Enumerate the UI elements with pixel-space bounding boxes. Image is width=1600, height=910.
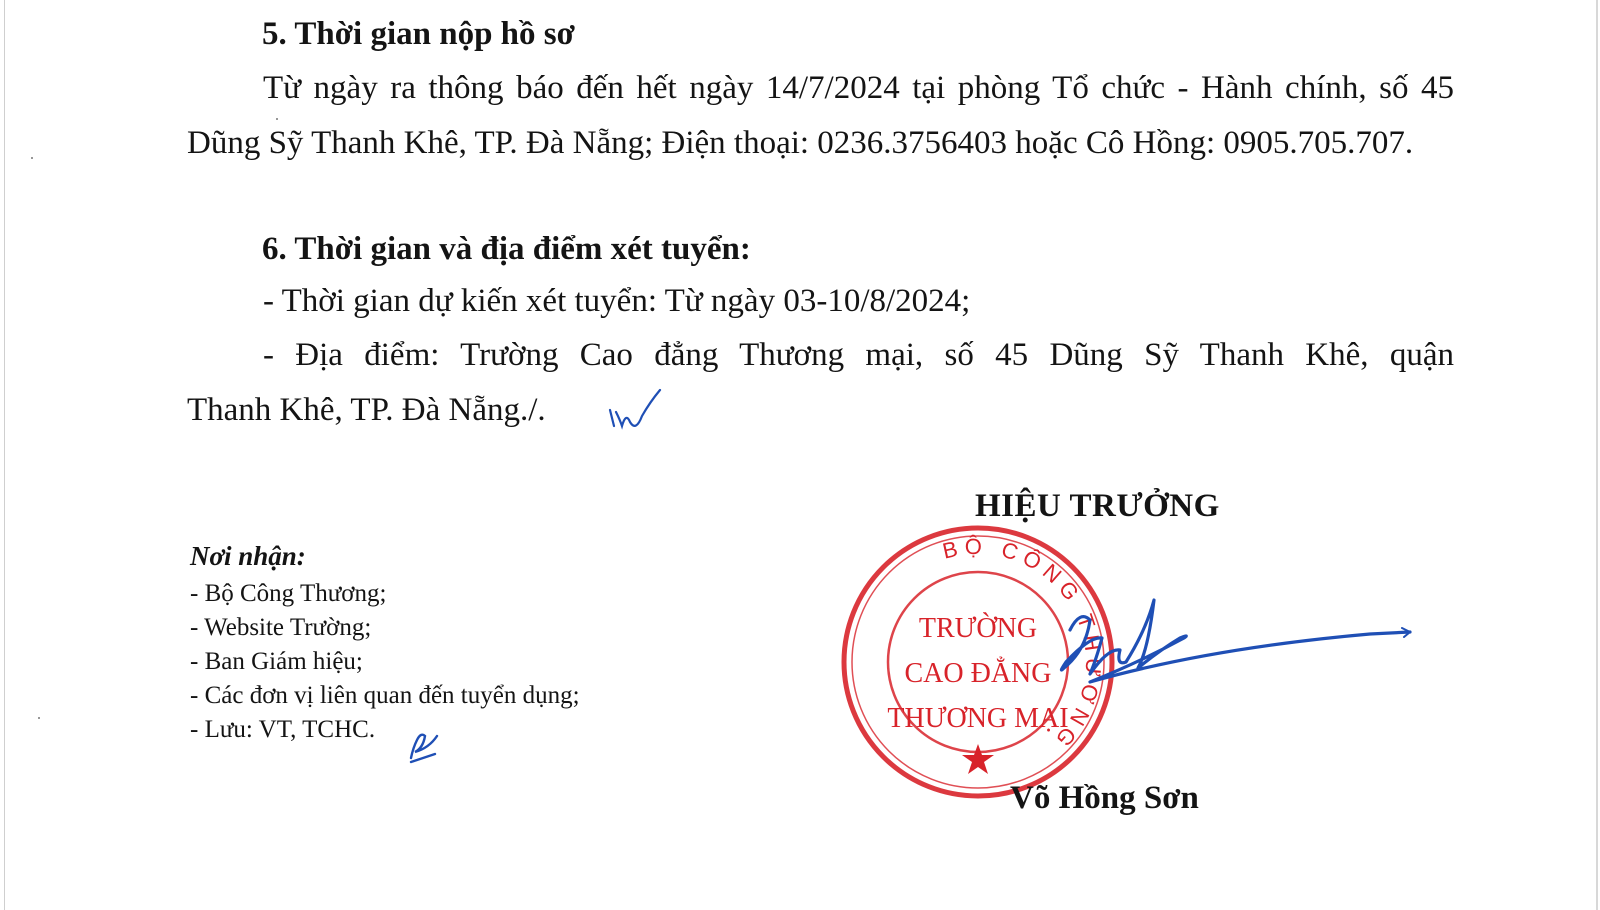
recipient-item: - Ban Giám hiệu;	[190, 648, 363, 675]
section-6-place-line: - Địa điểm: Trường Cao đẳng Thương mại, số 45 Dũng Sỹ Thanh Khê, quận	[263, 337, 1454, 373]
seal-line-1: TRƯỜNG	[918, 613, 1038, 644]
page-edge-left	[4, 0, 5, 910]
signer-title: HIỆU TRƯỞNG	[975, 488, 1220, 524]
section-6-heading: 6. Thời gian và địa điểm xét tuyển:	[262, 231, 751, 267]
seal-ring-text: BỘ CÔNG THƯƠNG	[940, 533, 1107, 756]
recipient-item: - Lưu: VT, TCHC.	[190, 716, 376, 743]
scan-speck	[31, 157, 33, 159]
recipient-item: - Các đơn vị liên quan đến tuyển dụng;	[190, 682, 580, 709]
seal-line-3: THƯƠNG MẠI	[887, 703, 1069, 734]
seal-line-2: CAO ĐẲNG	[904, 658, 1052, 689]
scan-speck	[38, 717, 40, 719]
handwritten-signature	[1050, 590, 1470, 710]
initials-mark	[606, 386, 666, 436]
page-edge-right	[1596, 0, 1598, 910]
recipients-list	[190, 577, 580, 747]
recipients-title: Nơi nhận:	[190, 541, 306, 571]
initials-mark	[405, 718, 445, 768]
seal-star-icon	[962, 744, 994, 774]
section-5-body: Từ ngày ra thông báo đến hết ngày 14/7/2024 tại phòng Tổ chức - Hành chính, số 45 Dũng Sỹ Thanh Khê, TP. Đà Nẵng; Điện thoại: 0236.3756403 hoặc Cô Hồng: 0905.705.707.	[187, 70, 1454, 161]
section-6-place-line-cont: Thanh Khê, TP. Đà Nẵng./.	[187, 392, 546, 428]
section-5-heading: 5. Thời gian nộp hồ sơ	[262, 16, 575, 52]
signer-name: Võ Hồng Sơn	[1010, 780, 1199, 816]
recipient-item: - Bộ Công Thương;	[190, 580, 387, 607]
section-6-time-line: - Thời gian dự kiến xét tuyển: Từ ngày 03-10/8/2024;	[263, 283, 971, 319]
recipient-item: - Website Trường;	[190, 614, 372, 641]
